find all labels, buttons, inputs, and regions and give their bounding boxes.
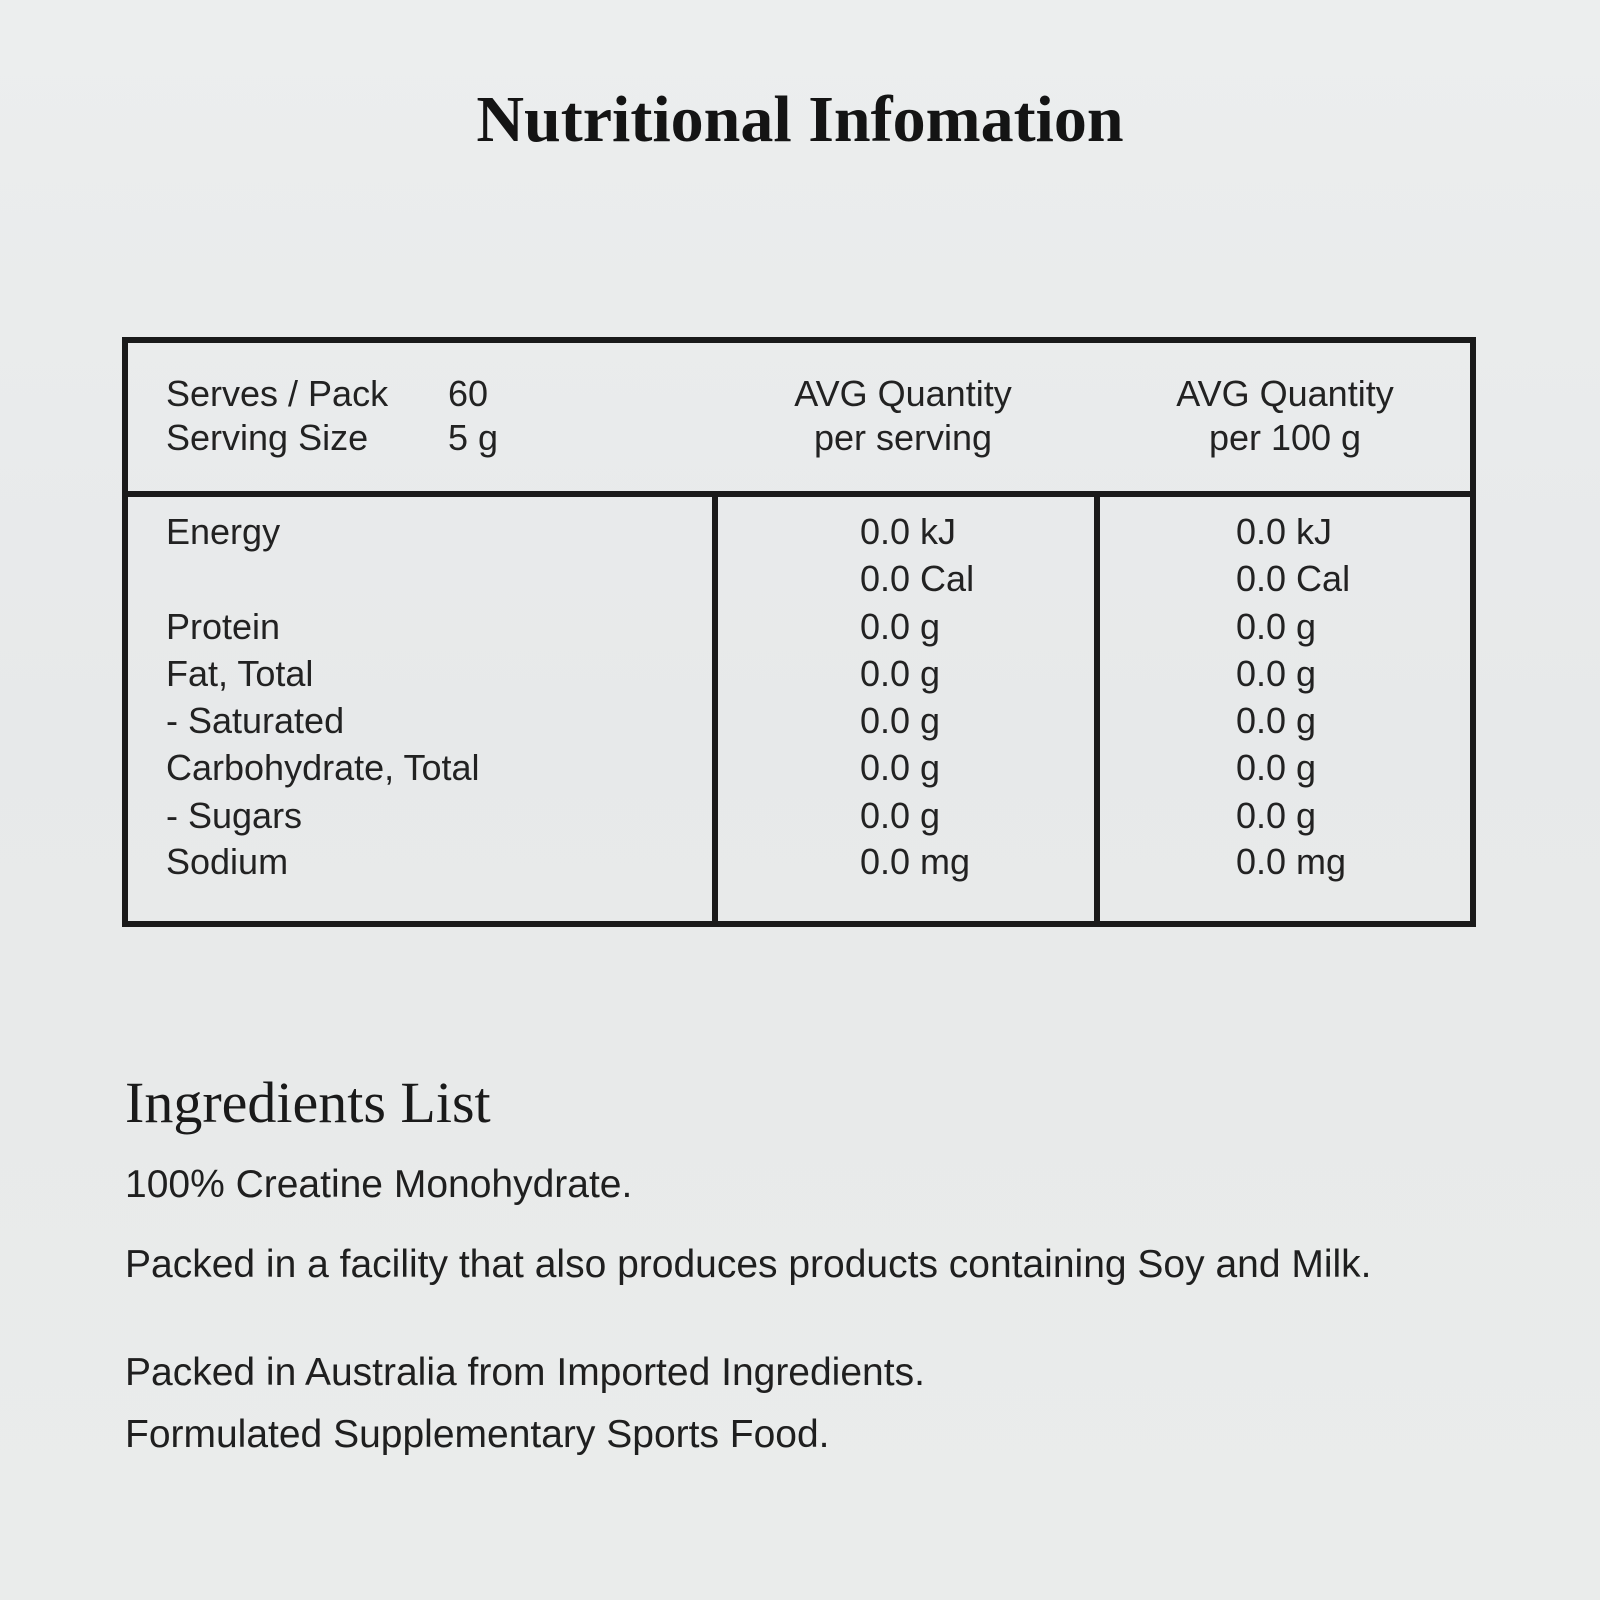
per-serving-value: 0.0 g xyxy=(860,747,941,788)
serving-size-value: 5 g xyxy=(448,417,499,458)
header-divider xyxy=(128,491,1470,497)
food-classification: Formulated Supplementary Sports Food. xyxy=(125,1413,830,1456)
column-divider xyxy=(1094,491,1100,921)
origin-statement: Packed in Australia from Imported Ingredients. xyxy=(125,1351,925,1394)
per-100g-value: 0.0 Cal xyxy=(1236,558,1351,599)
per-100g-value: 0.0 mg xyxy=(1236,841,1347,882)
serving-size-label: Serving Size xyxy=(166,417,369,458)
per-serving-value: 0.0 g xyxy=(860,700,941,741)
per-serving-value: 0.0 Cal xyxy=(860,558,975,599)
per-100g-value: 0.0 g xyxy=(1236,747,1317,788)
col-header-per-100g-line2: per 100 g xyxy=(1208,417,1362,458)
nutrient-label: Sodium xyxy=(166,841,289,882)
page-title: Nutritional Infomation xyxy=(476,83,1124,156)
per-100g-value: 0.0 kJ xyxy=(1236,511,1333,552)
col-header-per-100g-line1: AVG Quantity xyxy=(1176,373,1394,414)
nutrient-label: Protein xyxy=(166,606,281,647)
serves-per-pack-value: 60 xyxy=(448,373,489,414)
ingredients-paragraph: 100% Creatine Monohydrate. xyxy=(125,1163,633,1206)
per-serving-value: 0.0 g xyxy=(860,653,941,694)
per-serving-value: 0.0 kJ xyxy=(860,511,957,552)
per-100g-value: 0.0 g xyxy=(1236,606,1317,647)
per-100g-value: 0.0 g xyxy=(1236,700,1317,741)
per-serving-value: 0.0 g xyxy=(860,795,941,836)
serves-per-pack-label: Serves / Pack xyxy=(166,373,389,414)
per-serving-value: 0.0 mg xyxy=(860,841,971,882)
ingredients-title: Ingredients List xyxy=(125,1070,491,1135)
per-100g-value: 0.0 g xyxy=(1236,653,1317,694)
per-100g-value: 0.0 g xyxy=(1236,795,1317,836)
nutrient-label: Carbohydrate, Total xyxy=(166,747,480,788)
per-serving-value: 0.0 g xyxy=(860,606,941,647)
nutrient-label: Energy xyxy=(166,511,281,552)
nutrient-label: - Saturated xyxy=(166,700,345,741)
col-header-per-serving-line2: per serving xyxy=(813,417,993,458)
col-header-per-serving-line1: AVG Quantity xyxy=(794,373,1012,414)
allergen-statement: Packed in a facility that also produces products containing Soy and Milk. xyxy=(125,1243,1372,1286)
column-divider xyxy=(712,491,718,921)
nutrition-table xyxy=(122,337,1476,927)
nutrient-label: - Sugars xyxy=(166,795,303,836)
nutrient-label: Fat, Total xyxy=(166,653,314,694)
